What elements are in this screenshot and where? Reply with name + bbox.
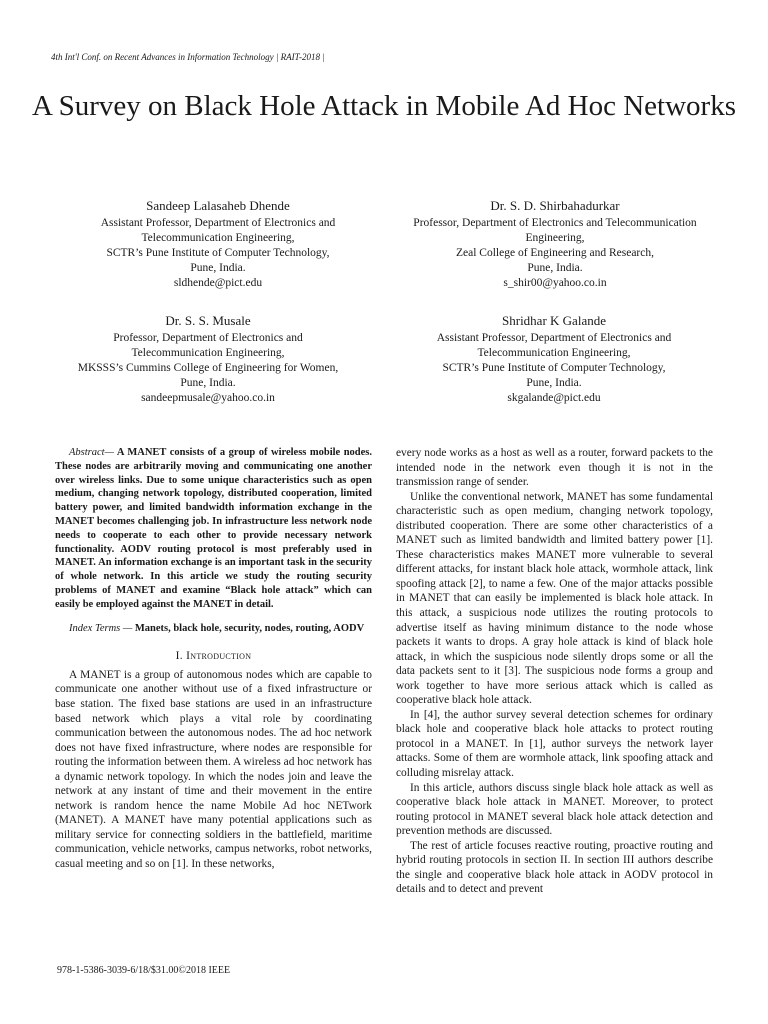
author-block-4	[384, 313, 724, 406]
affiliation-line: Zeal College of Engineering and Research,	[456, 247, 654, 259]
right-column	[396, 446, 713, 897]
author-name: Shridhar K Galande	[502, 313, 606, 328]
paper-title: A Survey on Black Hole Attack in Mobile Ad Hoc Networks	[32, 90, 736, 123]
author-name: Dr. S. S. Musale	[165, 313, 251, 328]
section-heading-introduction: I. Introduction	[175, 650, 252, 663]
author-email: sandeepmusale@yahoo.co.in	[141, 392, 275, 404]
author-name: Sandeep Lalasaheb Dhende	[146, 198, 290, 213]
affiliation-line: Assistant Professor, Department of Electronics and	[436, 332, 672, 344]
affiliation-line: Professor, Department of Electronics and Telecommunication	[413, 217, 697, 229]
affiliation-line: SCTR’s Pune Institute of Computer Technology,	[442, 362, 666, 374]
abstract-text: A MANET consists of a group of wireless mobile nodes. These nodes are arbitrarily moving and communicating one another over wireless links. Due to some unique characteristics such as open medium, changing network topology, distributed cooperation, limited battery power, and limited bandwidth information exchange in the MANET becomes challenging job. In infrastructure less network node needs to cooperate to each other to provide necessary network functionality. AODV routing protocol is most preferably used in MANET. An information exchange is an important task in the security of whole network. In this article we study the routing security problems of MANET and examine “Black hole attack” which can easily be employed against the MANET in detail.	[55, 447, 372, 610]
affiliation-line: Telecommunication Engineering,	[141, 232, 295, 244]
affiliation-line: Pune, India.	[527, 262, 583, 274]
abstract-lead: Abstract—	[69, 447, 114, 458]
author-email: sldhende@pict.edu	[173, 277, 263, 289]
affiliation-line: Assistant Professor, Department of Electronics and	[100, 217, 336, 229]
affiliation-line: MKSSS’s Cummins College of Engineering for Women,	[77, 362, 339, 374]
body-paragraph: In [4], the author survey several detection schemes for ordinary black hole and cooperative black hole attacks to protect routing protocol in a MANET. In [1], author surveys the network layer attacks. Some of them are wormhole attack, link spoofing attack and colluding misrelay attack.	[396, 708, 713, 780]
author-block-2	[385, 198, 725, 291]
body-paragraph: In this article, authors discuss single black hole attack as well as cooperative black hole attack in MANET. Moreover, to protect routing protocol in MANET several black hole attack detection and prevention methods are discussed.	[396, 781, 713, 838]
index-terms-text: Manets, black hole, security, nodes, routing, AODV	[134, 622, 365, 634]
affiliation-line: Engineering,	[525, 232, 585, 244]
author-name: Dr. S. D. Shirbahadurkar	[490, 198, 620, 213]
author-email: skgalande@pict.edu	[507, 392, 601, 404]
affiliation-line: Telecommunication Engineering,	[131, 347, 285, 359]
affiliation-line: Pune, India.	[190, 262, 246, 274]
affiliation-line: Pune, India.	[180, 377, 236, 389]
intro-paragraph: A MANET is a group of autonomous nodes which are capable to communicate one another without use of a fixed infrastructure or base station. The fixed base stations are used in an infrastructure based network which plays a vital role by coordinating communication between the autonomous nodes. The ad hoc network does not have fixed infrastructure, where nodes are responsible for routing the information between them. A wireless ad hoc network has a dynamic network topology. In which the nodes join and leave the network at any instant of time and their movement in the entire network is random hence the name Mobile Ad hoc NETwork (MANET). A MANET have many potential applications such as military service for connecting soldiers in the battlefield, maritime communication, vehicle networks, campus networks, robot networks, casual meeting and so on [1]. In these networks,	[55, 668, 372, 871]
copyright-footer: 978-1-5386-3039-6/18/$31.00©2018 IEEE	[57, 965, 231, 976]
author-email: s_shir00@yahoo.co.in	[503, 277, 607, 289]
affiliation-line: SCTR’s Pune Institute of Computer Technology,	[106, 247, 330, 259]
body-paragraph: every node works as a host as well as a router, forward packets to the intended node in the network even though it is not in the transmission range of sender.	[396, 447, 713, 489]
body-paragraph: Unlike the conventional network, MANET has some fundamental characteristic such as open medium, changing network topology, distributed cooperation. There are some other characteristics of a MANET such as limited bandwidth and limited battery power [1]. These characteristics makes MANET more vulnerable to several different attacks, for instant black hole attack, wormhole attack, link spoofing attack [2], to name a few. One of the major attacks possible in MANET that can easily be implemented is black hole attack. In this attack, a suspicious node utilizes the routing protocols to advertise itself as having minimum distance to the node whose packets it wants to drops. A gray hole attack is kind of black hole attack, in which the suspicious node silently drops some or all the data packets sent to it [3]. The suspicious node forms a group and work together to have more serious attack which is called as cooperative black hole attack.	[396, 490, 713, 707]
left-column	[55, 446, 372, 872]
affiliation-line: Professor, Department of Electronics and	[113, 332, 303, 344]
body-paragraph: The rest of article focuses reactive routing, proactive routing and hybrid routing protocols in section II. In section III authors describe the single and cooperative black hole attack in AODV protocol in details and to detect and prevent	[396, 839, 713, 896]
index-terms-paragraph	[55, 622, 372, 636]
abstract-paragraph	[55, 446, 372, 612]
affiliation-line: Pune, India.	[526, 377, 582, 389]
author-block-3	[38, 313, 378, 406]
author-block-1	[48, 198, 388, 291]
index-terms-lead: Index Terms —	[69, 622, 133, 634]
affiliation-line: Telecommunication Engineering,	[477, 347, 631, 359]
conference-header: 4th Int'l Conf. on Recent Advances in Information Technology | RAIT-2018 |	[51, 52, 325, 62]
index-terms	[55, 622, 372, 636]
abstract	[55, 446, 372, 612]
